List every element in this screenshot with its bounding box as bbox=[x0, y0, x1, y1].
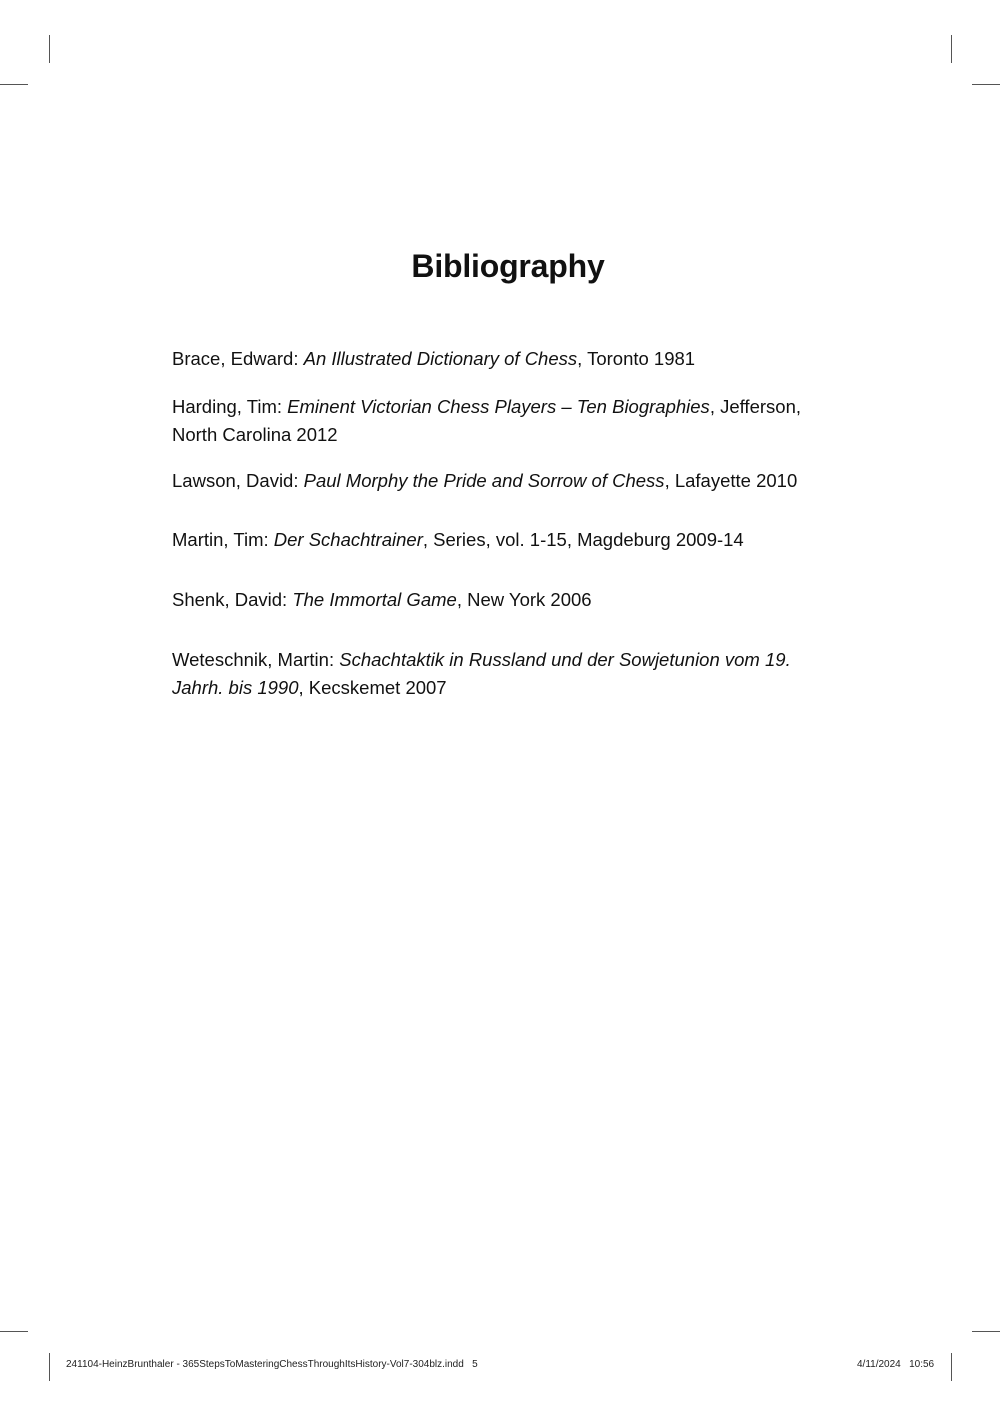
entry-publication: , New York 2006 bbox=[456, 589, 592, 610]
entry-publication: , Lafayette 2010 bbox=[664, 470, 798, 491]
page-title: Bibliography bbox=[411, 248, 605, 284]
print-slug-datetime: 4/11/2024 10:56 bbox=[857, 1359, 935, 1370]
bibliography-entry bbox=[172, 345, 832, 373]
entry-publication: , Toronto 1981 bbox=[577, 348, 696, 369]
entry-author: Harding, Tim: bbox=[172, 396, 288, 417]
entry-title: Eminent Victorian Chess Players – Ten Biographies bbox=[287, 396, 710, 417]
entry-title: Der Schachtrainer bbox=[273, 529, 423, 550]
crop-mark-bottom-right-vertical bbox=[951, 1353, 952, 1381]
bibliography-entry bbox=[172, 586, 832, 614]
crop-mark-top-left-vertical bbox=[49, 35, 50, 63]
entry-author: Lawson, David: bbox=[172, 470, 304, 491]
entry-publication: , Kecskemet 2007 bbox=[298, 677, 447, 698]
bibliography-entry bbox=[172, 393, 832, 449]
entry-title: The Immortal Game bbox=[292, 589, 457, 610]
crop-mark-top-right-horizontal bbox=[972, 84, 1000, 85]
bibliography-entry bbox=[172, 646, 832, 702]
crop-mark-bottom-right-horizontal bbox=[972, 1331, 1000, 1332]
entry-title: An Illustrated Dictionary of Chess bbox=[303, 348, 578, 369]
bibliography-entry bbox=[172, 526, 832, 554]
entry-publication: , Series, vol. 1-15, Magdeburg 2009-14 bbox=[422, 529, 744, 550]
entry-title: Paul Morphy the Pride and Sorrow of Chess bbox=[303, 470, 665, 491]
crop-mark-bottom-left-horizontal bbox=[0, 1331, 28, 1332]
crop-mark-top-right-vertical bbox=[951, 35, 952, 63]
crop-mark-bottom-left-vertical bbox=[49, 1353, 50, 1381]
entry-author: Brace, Edward: bbox=[172, 348, 304, 369]
entry-author: Shenk, David: bbox=[172, 589, 293, 610]
bibliography-entry bbox=[172, 467, 832, 495]
crop-mark-top-left-horizontal bbox=[0, 84, 28, 85]
entry-author: Weteschnik, Martin: bbox=[172, 649, 340, 670]
entry-title: Schachtaktik in Russland und der Sowjetunion vom 19. Jahrh. bis 1990 bbox=[172, 649, 791, 698]
print-slug-filename: 241104-HeinzBrunthaler - 365StepsToMasteringChessThroughItsHistory-Vol7-304blz.indd 5 bbox=[66, 1359, 478, 1370]
entry-author: Martin, Tim: bbox=[172, 529, 274, 550]
entry-publication: , Jefferson, North Carolina 2012 bbox=[172, 396, 801, 445]
